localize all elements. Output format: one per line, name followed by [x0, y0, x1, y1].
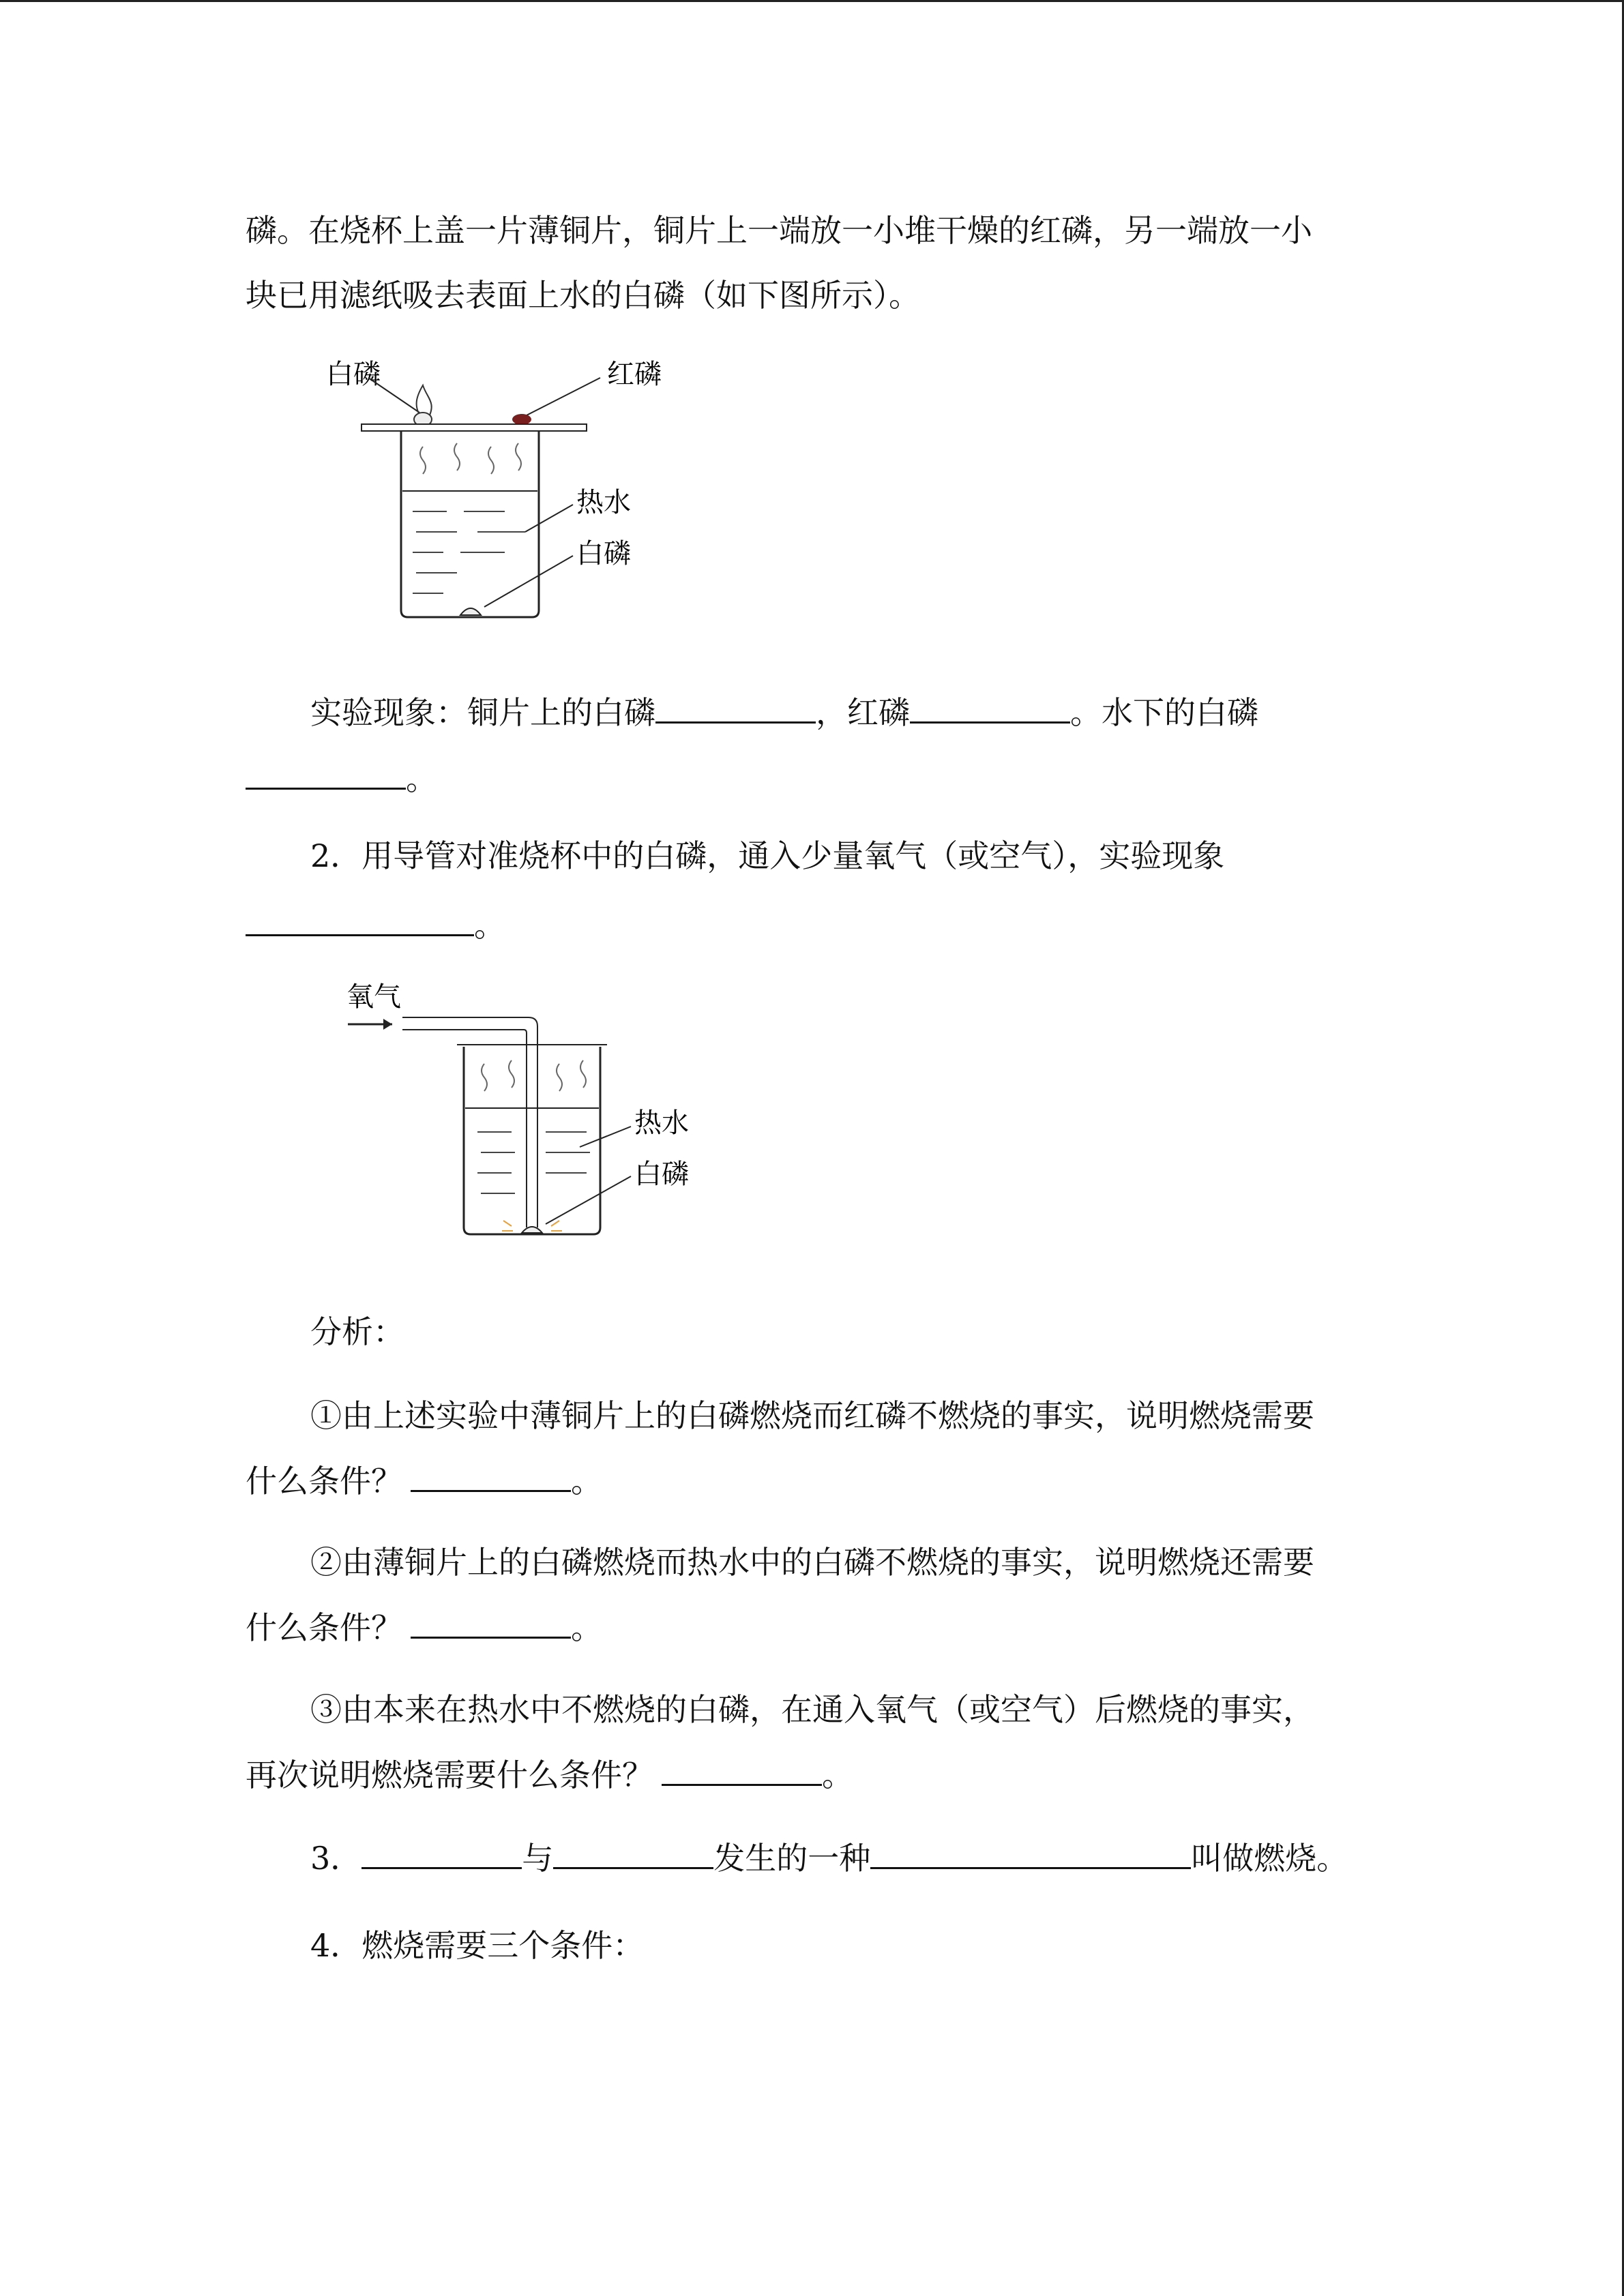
- analysis-1-line-2: [246, 1463, 602, 1500]
- phenomenon-middle: ，红磷: [816, 694, 910, 731]
- phenomenon-line: [310, 694, 1258, 731]
- phenomenon-end: 。: [406, 760, 437, 797]
- analysis-2-period: 。: [571, 1609, 602, 1646]
- figure-oxygen-tube-beaker: [334, 968, 716, 1257]
- copper-plate: [361, 424, 587, 431]
- page-border-top: [0, 0, 1624, 2]
- label-red-phosphorus: 红磷: [607, 359, 662, 390]
- label-white-phosphorus-bottom: 白磷: [576, 538, 631, 569]
- analysis-2-question: 什么条件？: [246, 1609, 402, 1646]
- red-phosphorus-pile: [512, 414, 531, 425]
- question-2: 2．用导管对准烧杯中的白磷，通入少量氧气（或空气），实验现象: [310, 837, 1225, 874]
- label-hot-water: 热水: [634, 1107, 689, 1139]
- blank-q3-reaction[interactable]: [870, 1840, 1191, 1869]
- intro-line-2: 块已用滤纸吸去表面上水的白磷（如下图所示）。: [246, 277, 920, 314]
- blank-white-phosphorus-plate[interactable]: [655, 694, 816, 724]
- blank-q2-phenomenon[interactable]: [246, 907, 474, 936]
- analysis-1-line-1: ①由上述实验中薄铜片上的白磷燃烧而红磷不燃烧的事实，说明燃烧需要: [310, 1397, 1314, 1434]
- question-2-answer-line: [246, 907, 505, 944]
- q3-number: 3．: [310, 1840, 362, 1877]
- analysis-1-question: 什么条件？: [246, 1463, 402, 1500]
- label-white-phosphorus: 白磷: [634, 1159, 689, 1190]
- analysis-1-period: 。: [571, 1463, 602, 1500]
- label-oxygen: 氧气: [346, 981, 401, 1013]
- figure-beaker-copper-plate: [300, 348, 682, 637]
- analysis-3-period: 。: [822, 1757, 853, 1793]
- q3-called: 叫做燃烧。: [1191, 1840, 1348, 1877]
- analysis-2-line-2: [246, 1609, 602, 1646]
- blank-analysis-1[interactable]: [411, 1463, 571, 1492]
- label-white-phosphorus-top: 白磷: [326, 359, 381, 390]
- analysis-3-line-2: [246, 1757, 853, 1791]
- arrow-right-icon: [383, 1019, 392, 1030]
- phenomenon-line-2: [246, 760, 437, 797]
- white-phosphorus-underwater: [460, 608, 481, 615]
- phenomenon-suffix: 。水下的白磷: [1070, 694, 1258, 731]
- blank-red-phosphorus[interactable]: [910, 694, 1070, 724]
- phenomenon-prefix: 实验现象：铜片上的白磷: [310, 694, 655, 731]
- analysis-title: 分析：: [310, 1313, 404, 1350]
- label-hot-water: 热水: [576, 487, 631, 518]
- analysis-3-line-1: ③由本来在热水中不燃烧的白磷，在通入氧气（或空气）后燃烧的事实，: [310, 1691, 1314, 1728]
- q2-end: 。: [474, 907, 505, 944]
- beaker: [464, 1047, 600, 1234]
- gas-tube: [402, 1017, 537, 1227]
- analysis-3-question: 再次说明燃烧需要什么条件？: [246, 1757, 653, 1793]
- q3-with: 与: [522, 1840, 554, 1877]
- blank-analysis-2[interactable]: [411, 1609, 571, 1639]
- analysis-2-line-1: ②由薄铜片上的白磷燃烧而热水中的白磷不燃烧的事实，说明燃烧还需要: [310, 1544, 1314, 1581]
- blank-white-phosphorus-water[interactable]: [246, 760, 406, 790]
- question-4: 4．燃烧需要三个条件：: [310, 1927, 645, 1964]
- blank-analysis-3[interactable]: [662, 1757, 822, 1786]
- blank-q3-oxidizer[interactable]: [553, 1840, 713, 1869]
- intro-line-1: 磷。在烧杯上盖一片薄铜片，铜片上一端放一小堆干燥的红磷，另一端放一小: [246, 212, 1312, 249]
- q3-occur: 发生的一种: [713, 1840, 871, 1877]
- white-phosphorus-underwater: [522, 1227, 542, 1233]
- question-3: [310, 1840, 1348, 1877]
- blank-q3-combustible[interactable]: [361, 1840, 522, 1869]
